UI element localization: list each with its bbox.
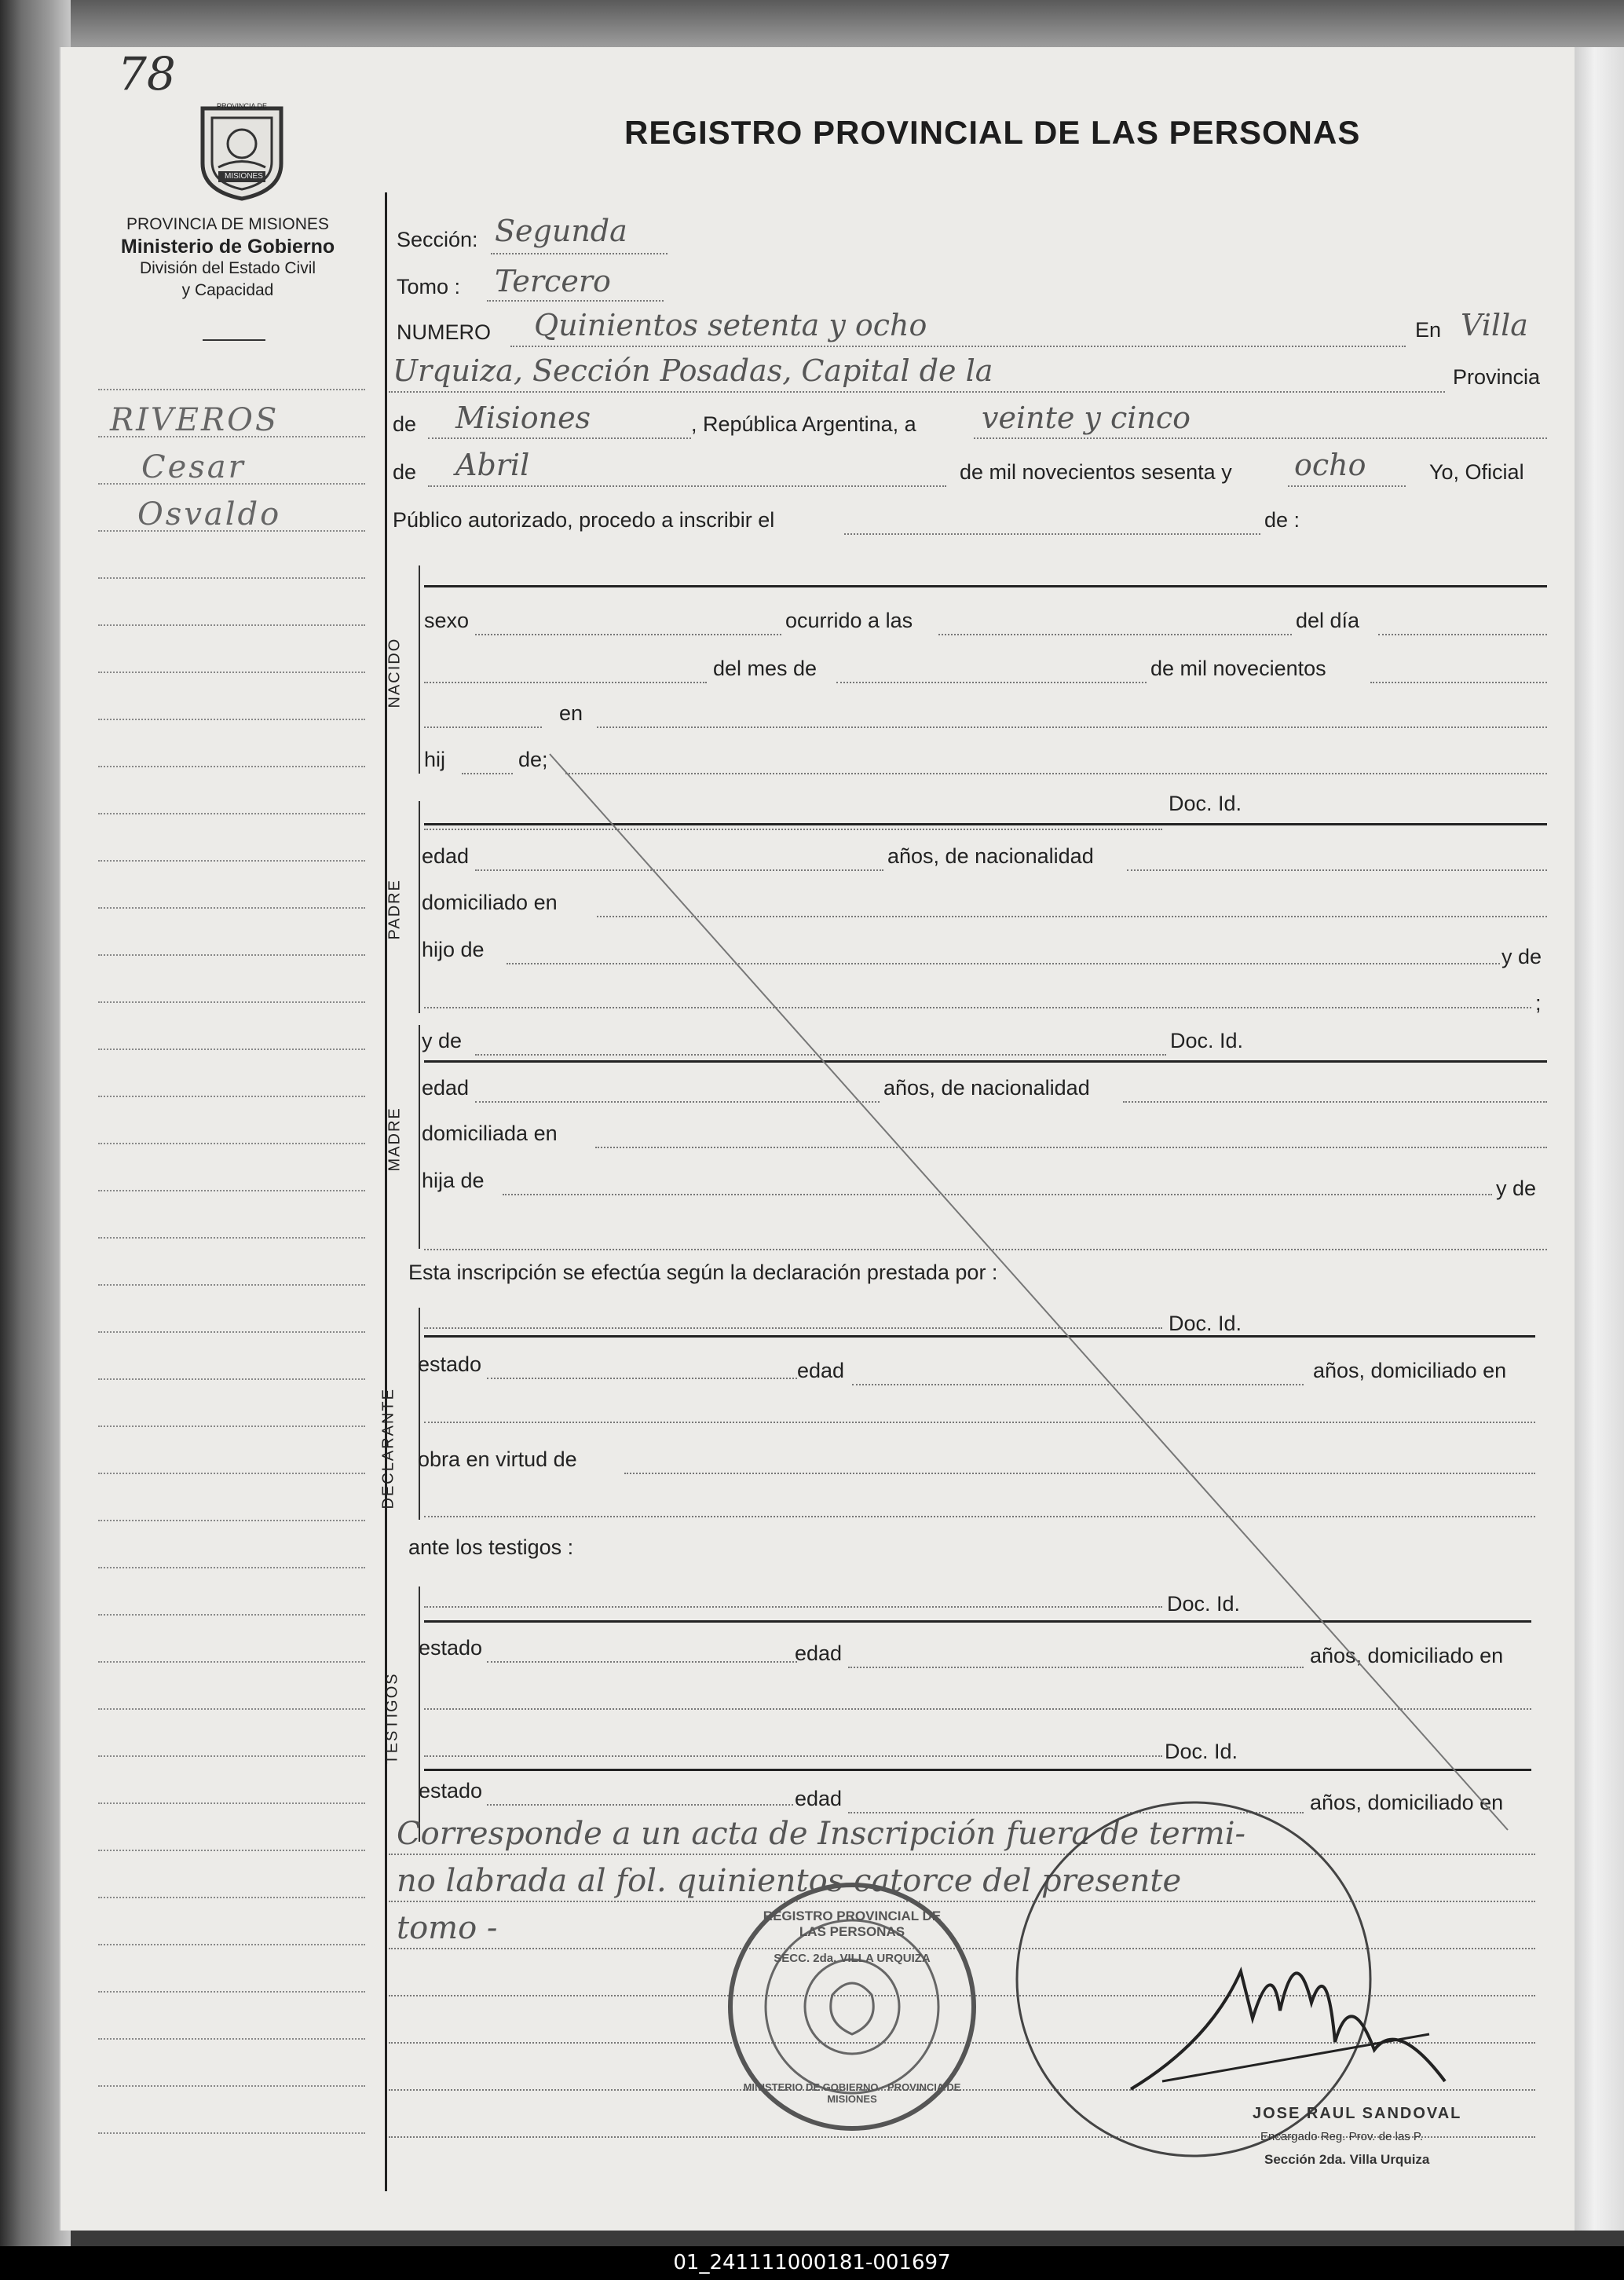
issuer-province: PROVINCIA DE MISIONES <box>126 215 329 233</box>
testigos-section-label: TESTIGOS <box>383 1672 401 1765</box>
testigo2-doc-label: Doc. Id. <box>1165 1740 1238 1763</box>
signature-scribble <box>1115 1924 1469 2105</box>
padre-hijo-label: hijo de <box>422 938 485 961</box>
testigo1-doc-label: Doc. Id. <box>1167 1592 1241 1616</box>
provincia-label: Provincia <box>1453 365 1541 389</box>
declarante-doc-label: Doc. Id. <box>1169 1312 1242 1335</box>
padre-section-label: PADRE <box>386 879 404 940</box>
padre-semicolon: ; <box>1535 991 1542 1015</box>
signatory-section: Sección 2da. Villa Urquiza <box>1264 2152 1430 2167</box>
nota-line1: Corresponde a un acta de Inscripción fuera de termi- <box>397 1816 1246 1852</box>
anio-value: ocho <box>1294 448 1366 482</box>
mil-nov-label: de mil novecientos <box>1150 657 1326 680</box>
declarante-obra-label: obra en virtud de <box>418 1447 577 1471</box>
declarante-domicilio-label: años, domiciliado en <box>1313 1359 1507 1382</box>
tomo-label: Tomo : <box>397 275 461 298</box>
oficial-label: Yo, Oficial <box>1429 460 1524 484</box>
provincia-value: Misiones <box>455 401 591 435</box>
margin-note-surname: RIVEROS <box>110 402 280 438</box>
madre-section-label: MADRE <box>386 1107 404 1172</box>
en-value: Villa <box>1461 308 1528 342</box>
nota-line2: no labrada al fol. quinientos catorce del presente <box>397 1863 1182 1899</box>
en-nacido-label: en <box>559 701 583 725</box>
padre-edad-label: edad <box>422 844 470 868</box>
madre-nacionalidad-label: años, de nacionalidad <box>883 1076 1090 1100</box>
emblem-bottom-text: MISIONES <box>225 172 263 181</box>
stamp-bottom-text: MINISTERIO DE GOBIERNO · PROVINCIA DE MISIONES <box>743 2081 961 2105</box>
issuer-capacity: y Capacidad <box>181 281 274 299</box>
de-label-2: de <box>393 460 417 484</box>
testigo2-edad-label: edad <box>795 1787 843 1810</box>
testigo1-edad-label: edad <box>795 1641 843 1665</box>
testigo1-estado-label: estado <box>419 1636 483 1660</box>
padre-nacionalidad-label: años, de nacionalidad <box>887 844 1094 868</box>
del-mes-label: del mes de <box>713 657 817 680</box>
madre-yde-label: y de <box>1496 1177 1537 1200</box>
madre-edad-label: edad <box>422 1076 470 1100</box>
madre-doc-label: Doc. Id. <box>1170 1029 1244 1052</box>
place-line-value: Urquiza, Sección Posadas, Capital de la <box>393 353 993 388</box>
page-title: REGISTRO PROVINCIAL DE LAS PERSONAS <box>624 114 1361 151</box>
sexo-label: sexo <box>424 609 470 632</box>
nacido-section-label: NACIDO <box>386 637 404 708</box>
testigo2-estado-label: estado <box>419 1779 483 1802</box>
padre-yde-label: y de <box>1501 945 1542 968</box>
issuer-division: División del Estado Civil <box>139 259 316 277</box>
seccion-value: Segunda <box>495 214 627 248</box>
nota-line3: tomo - <box>397 1910 498 1946</box>
publico-label: Público autorizado, procedo a inscribir el <box>393 508 775 532</box>
margin-note-name2: Osvaldo <box>137 496 282 532</box>
padre-domicilio-label: domiciliado en <box>422 891 558 914</box>
issuer-ministry: Ministerio de Gobierno <box>120 236 335 258</box>
de-label: de <box>393 412 417 436</box>
scan-footer-id: 01_241111000181-001697 <box>0 2246 1624 2280</box>
numero-value: Quinientos setenta y ocho <box>534 308 927 342</box>
declarante-estado-label: estado <box>418 1352 482 1376</box>
declarante-edad-label: edad <box>797 1359 845 1382</box>
numero-label: NUMERO <box>397 320 491 344</box>
madre-yde-top-label: y de <box>422 1029 463 1052</box>
hij-de-label: de; <box>518 748 548 771</box>
declaracion-text: Esta inscripción se efectúa según la declaración prestada por : <box>408 1261 998 1284</box>
stamp-outer-text: REGISTRO PROVINCIAL DE LAS PERSONAS <box>763 1909 942 1939</box>
official-stamp <box>722 1877 982 2136</box>
emblem-top-text: PROVINCIA DE <box>217 102 268 110</box>
signatory-name: JOSE RAUL SANDOVAL <box>1253 2105 1462 2122</box>
seccion-label: Sección: <box>397 228 478 251</box>
ocurrido-label: ocurrido a las <box>785 609 913 632</box>
tomo-value: Tercero <box>495 264 611 298</box>
de-colon-label: de : <box>1264 508 1300 532</box>
del-dia-label: del día <box>1296 609 1360 632</box>
republica-label: , República Argentina, a <box>691 412 916 436</box>
hij-label: hij <box>424 748 446 771</box>
fecha-value: veinte y cinco <box>982 401 1191 435</box>
mes-value: Abril <box>455 448 530 482</box>
madre-domicilio-label: domiciliada en <box>422 1122 558 1145</box>
padre-doc-label: Doc. Id. <box>1169 792 1242 815</box>
mil-label: de mil novecientos sesenta y <box>960 460 1232 484</box>
margin-note-name1: Cesar <box>141 449 246 485</box>
page-number: 78 <box>118 47 176 101</box>
testigos-intro-text: ante los testigos : <box>408 1535 574 1559</box>
testigo1-domicilio-label: años, domiciliado en <box>1310 1644 1504 1667</box>
madre-hija-label: hija de <box>422 1169 485 1192</box>
signatory-role: Encargado Reg. Prov. de las P. <box>1260 2130 1424 2143</box>
stamp-inner-text: SECC. 2da. VILLA URQUIZA <box>774 1952 931 1965</box>
declarante-section-label: DECLARANTE <box>379 1388 397 1510</box>
en-label: En <box>1415 318 1442 342</box>
testigo2-domicilio-label: años, domiciliado en <box>1310 1791 1504 1814</box>
